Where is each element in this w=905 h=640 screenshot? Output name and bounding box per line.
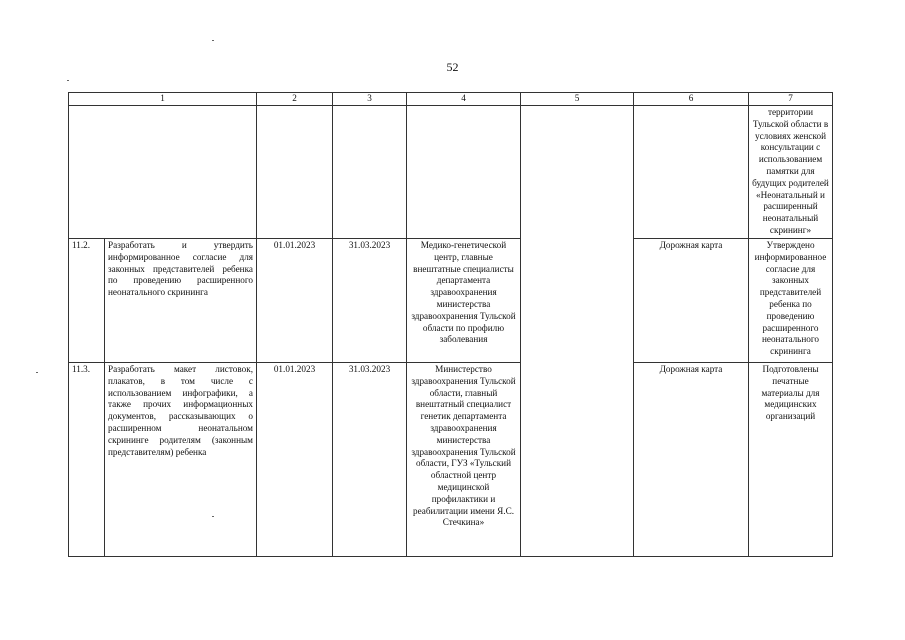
header-row (69, 93, 833, 106)
cell-document: Дорожная карта (634, 239, 749, 363)
cell-empty (257, 106, 333, 239)
table-row-continuation (69, 106, 833, 239)
cell-start-date: 01.01.2023 (257, 239, 333, 363)
cell-task: Разработать макет листовок, плакатов, в том числе с использованием инфографики, а также прочих информационных документов, рассказывающих о расширенном неонатальном скрининге родителям (законным представителям) ребенка (105, 363, 257, 557)
cell-result: Подготовлены печатные материалы для медицинских организаций (749, 363, 833, 557)
cell-empty (69, 106, 257, 239)
header-col-6: 6 (634, 93, 749, 106)
cell-result: Утверждено информированное согласие для законных представителей ребенка по проведению расширенного неонатального скрининга (749, 239, 833, 363)
cell-end-date: 31.03.2023 (333, 363, 407, 557)
header-col-3: 3 (333, 93, 407, 106)
table-row (69, 363, 833, 557)
header-col-4: 4 (407, 93, 521, 106)
cell-number: 11.3. (69, 363, 105, 557)
header-col-2: 2 (257, 93, 333, 106)
cell-document: Дорожная карта (634, 363, 749, 557)
header-col-5: 5 (521, 93, 634, 106)
page-number: 52 (446, 60, 459, 74)
cell-empty (634, 106, 749, 239)
cell-empty (333, 106, 407, 239)
scan-speck (36, 372, 38, 373)
cell-result: территории Тульской области в условиях женской консультации с использованием памятки для будущих родителей «Неонатальный и расширенный неонатальный скрининг» (749, 106, 833, 239)
cell-empty (407, 106, 521, 239)
cell-start-date: 01.01.2023 (257, 363, 333, 557)
cell-task: Разработать и утвердить информированное согласие для законных представителей ребенка по проведению расширенного неонатального скрининга (105, 239, 257, 363)
cell-col-5-merged (521, 106, 634, 557)
cell-responsible: Медико-генетической центр, главные внештатные специалисты департамента здравоохранения министерства здравоохранения Тульской области по профилю заболевания (407, 239, 521, 363)
scan-speck (67, 80, 69, 81)
header-col-7: 7 (749, 93, 833, 106)
table-row (69, 239, 833, 363)
cell-number: 11.2. (69, 239, 105, 363)
scan-speck (212, 40, 214, 41)
header-col-1: 1 (69, 93, 257, 106)
cell-end-date: 31.03.2023 (333, 239, 407, 363)
cell-responsible: Министерство здравоохранения Тульской области, главный внештатный специалист генетик департамента здравоохранения министерства здравоохранения Тульской области, ГУЗ «Тульский областной центр медицинской профилактики и реабилитации имени Я.С. Стечкина» (407, 363, 521, 557)
plan-table (68, 92, 833, 557)
